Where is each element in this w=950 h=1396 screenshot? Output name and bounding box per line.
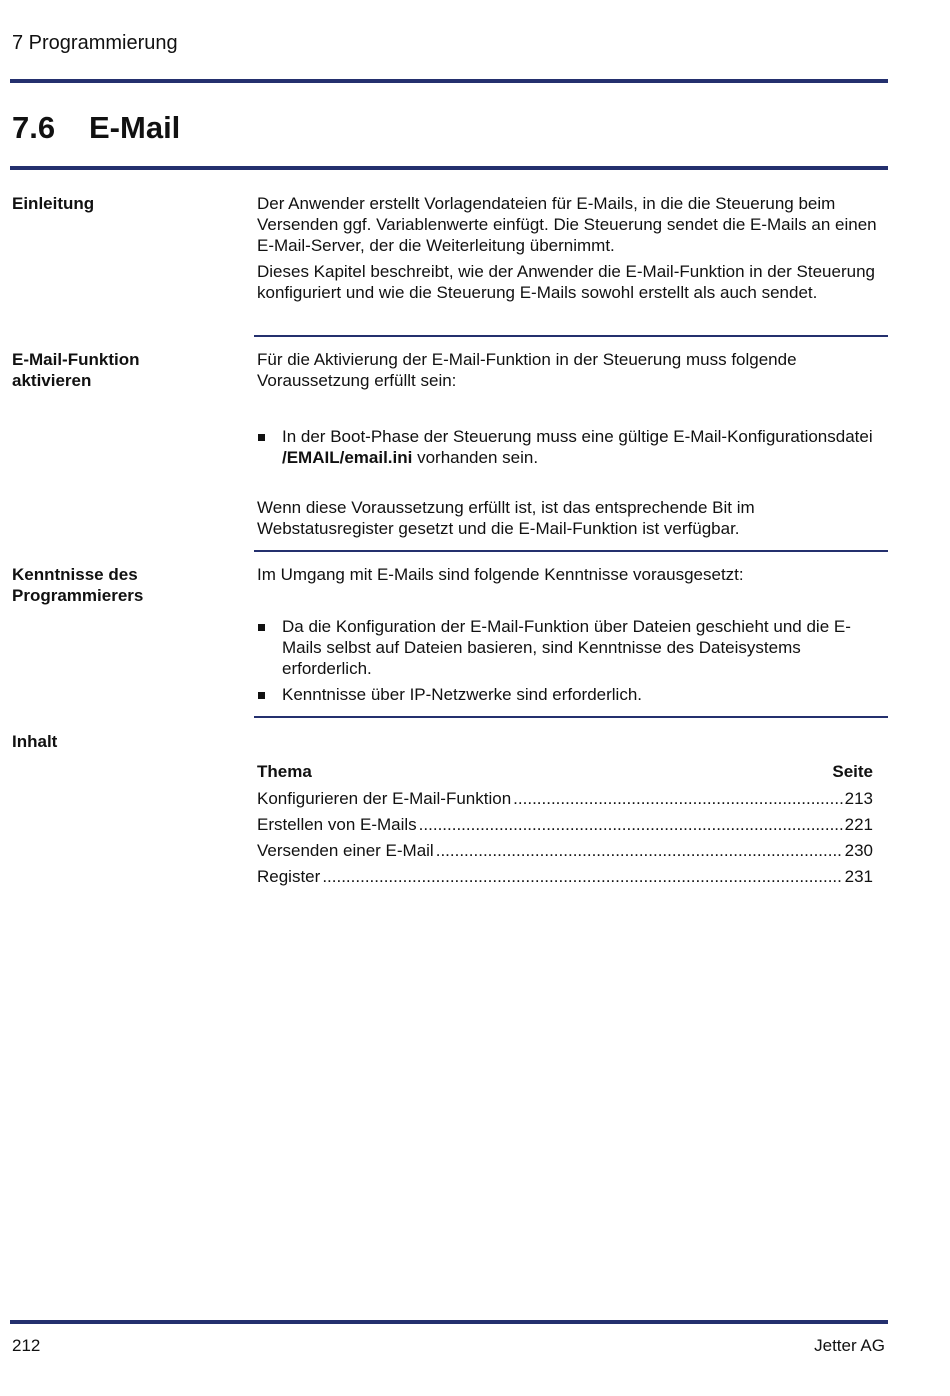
label-line: Kenntnisse des: [12, 565, 138, 584]
toc-header: [257, 762, 873, 789]
toc-topic: Register: [257, 867, 321, 886]
toc-leader: [436, 841, 843, 861]
toc-page: 231: [844, 867, 873, 886]
toc-row[interactable]: [257, 789, 873, 815]
toc-row[interactable]: [257, 815, 873, 841]
toc-page: 230: [844, 841, 873, 860]
knowledge-paragraph: Im Umgang mit E-Mails sind folgende Kenntnisse vorausgesetzt:: [257, 565, 744, 584]
toc-row[interactable]: [257, 841, 873, 867]
label-contents: Inhalt: [12, 732, 58, 751]
bullet-text: Da die Konfiguration der E-Mail-Funktion über Dateien geschieht und die E-Mails selbst auf Dateien basieren, sind Kenntnisse des Dateisystems erforderlich.: [282, 617, 851, 678]
section-number: 7.6: [12, 110, 56, 145]
section-divider: [254, 716, 888, 718]
table-of-contents: [257, 762, 873, 893]
list-item: [257, 616, 877, 679]
section-title-text: E-Mail: [89, 110, 181, 145]
company-name: Jetter AG: [814, 1336, 885, 1355]
toc-leader: [419, 815, 843, 835]
page-number: 212: [12, 1336, 41, 1355]
toc-page: 213: [844, 789, 873, 808]
section-divider: [254, 550, 888, 552]
toc-column-topic: Thema: [257, 762, 312, 781]
label-email-activate: [12, 349, 232, 391]
running-header: 7 Programmierung: [12, 32, 178, 54]
footer-rule: [10, 1320, 888, 1324]
toc-leader: [322, 867, 842, 887]
section-divider: [254, 335, 888, 337]
toc-page: 221: [844, 815, 873, 834]
label-einleitung: Einleitung: [12, 194, 95, 213]
intro-paragraph-1: Der Anwender erstellt Vorlagendateien für E-Mails, in die die Steuerung beim Versenden ggf. Variablenwerte einfügt. Die Steuerung sendet die E-Mails an einen E-Mail-Server, der die Weiterleitung übernimmt.: [257, 194, 877, 255]
label-line: aktivieren: [12, 371, 92, 390]
toc-row[interactable]: [257, 867, 873, 893]
activate-paragraph-1: Für die Aktivierung der E-Mail-Funktion in der Steuerung muss folgende Voraussetzung erfüllt sein:: [257, 350, 797, 390]
title-rule: [10, 166, 888, 170]
toc-topic: Erstellen von E-Mails: [257, 815, 417, 834]
list-item: [257, 684, 877, 705]
bullet-text: In der Boot-Phase der Steuerung muss eine gültige E-Mail-Konfigurationsdatei /EMAIL/email.ini vorhanden sein.: [282, 427, 873, 467]
toc-column-page: Seite: [832, 762, 873, 781]
header-rule: [10, 79, 888, 83]
bullet-text: Kenntnisse über IP-Netzwerke sind erforderlich.: [282, 685, 642, 704]
section-title: [12, 110, 180, 146]
config-file-path: /EMAIL/email.ini: [282, 448, 413, 467]
toc-topic: Konfigurieren der E-Mail-Funktion: [257, 789, 512, 808]
activate-paragraph-2: Wenn diese Voraussetzung erfüllt ist, ist das entsprechende Bit im Webstatusregister gesetzt und die E-Mail-Funktion ist verfügbar.: [257, 498, 755, 538]
toc-leader: [513, 789, 842, 809]
toc-topic: Versenden einer E-Mail: [257, 841, 434, 860]
label-line: Programmierers: [12, 586, 144, 605]
list-item: [257, 426, 877, 468]
label-knowledge: [12, 564, 232, 606]
label-line: E-Mail-Funktion: [12, 350, 140, 369]
intro-paragraph-2: Dieses Kapitel beschreibt, wie der Anwender die E-Mail-Funktion in der Steuerung konfiguriert und wie die Steuerung E-Mails sowohl erstellt als auch sendet.: [257, 262, 875, 302]
